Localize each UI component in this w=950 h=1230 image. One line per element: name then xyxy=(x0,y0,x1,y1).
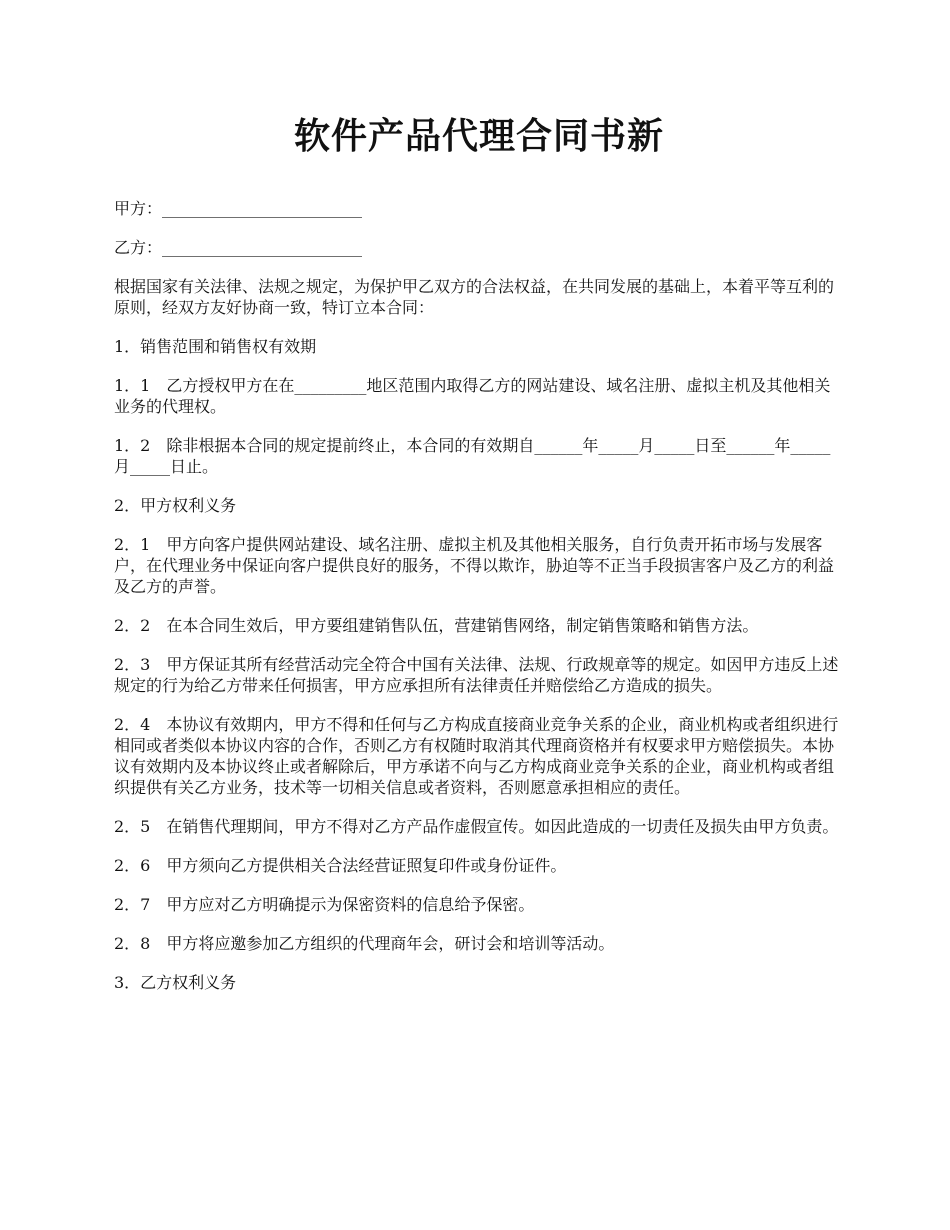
document-title: 软件产品代理合同书新 xyxy=(293,115,664,157)
section-3-heading: 3．乙方权利义务 xyxy=(114,973,237,992)
clause-2-6: 2．6 甲方须向乙方提供相关合法经营证照复印件或身份证件。 xyxy=(114,856,567,875)
party-a-line: 甲方：_________________________ xyxy=(114,199,363,218)
section-1-heading: 1．销售范围和销售权有效期 xyxy=(114,337,317,356)
clause-2-4: 2．4 本协议有效期内，甲方不得和任何与乙方构成直接商业竞争关系的企业，商业机构或者组织进行相同或者类似本协议内容的合作，否则乙方有权随时取消其代理商资格并有权要求甲方赔偿损失。本协议有效期内及本协议终止或者解除后，甲方承诺不向与乙方构成商业竞争关系的企业，商业机构或者组织提供有关乙方业务，技术等一切相关信息或者资料，否则愿意承担相应的责任。 xyxy=(114,715,839,797)
party-b-line: 乙方：_________________________ xyxy=(114,238,363,257)
clause-1-2: 1．2 除非根据本合同的规定提前终止，本合同的有效期自______年_____月_____日至______年_____月_____日止。 xyxy=(114,436,831,476)
section-2-heading: 2．甲方权利义务 xyxy=(114,496,237,515)
intro-paragraph: 根据国家有关法律、法规之规定，为保护甲乙双方的合法权益，在共同发展的基础上，本着平等互利的原则，经双方友好协商一致，特订立本合同： xyxy=(114,277,835,317)
clause-2-2: 2．2 在本合同生效后，甲方要组建销售队伍，营建销售网络，制定销售策略和销售方法。 xyxy=(114,616,759,635)
clause-2-8: 2．8 甲方将应邀参加乙方组织的代理商年会，研讨会和培训等活动。 xyxy=(114,934,615,953)
clause-2-7: 2．7 甲方应对乙方明确提示为保密资料的信息给予保密。 xyxy=(114,895,535,914)
clause-2-5: 2．5 在销售代理期间，甲方不得对乙方产品作虚假宣传。如因此造成的一切责任及损失由甲方负责。 xyxy=(114,817,839,836)
document-body xyxy=(114,112,844,1011)
clause-2-1: 2．1 甲方向客户提供网站建设、域名注册、虚拟主机及其他相关服务，自行负责开拓市场与发展客户，在代理业务中保证向客户提供良好的服务，不得以欺诈，胁迫等不正当手段损害客户及乙方的利益及乙方的声誉。 xyxy=(114,535,835,596)
clause-2-3: 2．3 甲方保证其所有经营活动完全符合中国有关法律、法规、行政规章等的规定。如因甲方违反上述规定的行为给乙方带来任何损害，甲方应承担所有法律责任并赔偿给乙方造成的损失。 xyxy=(114,655,839,695)
clause-1-1: 1．1 乙方授权甲方在在_________地区范围内取得乙方的网站建设、域名注册、虚拟主机及其他相关业务的代理权。 xyxy=(114,376,831,416)
